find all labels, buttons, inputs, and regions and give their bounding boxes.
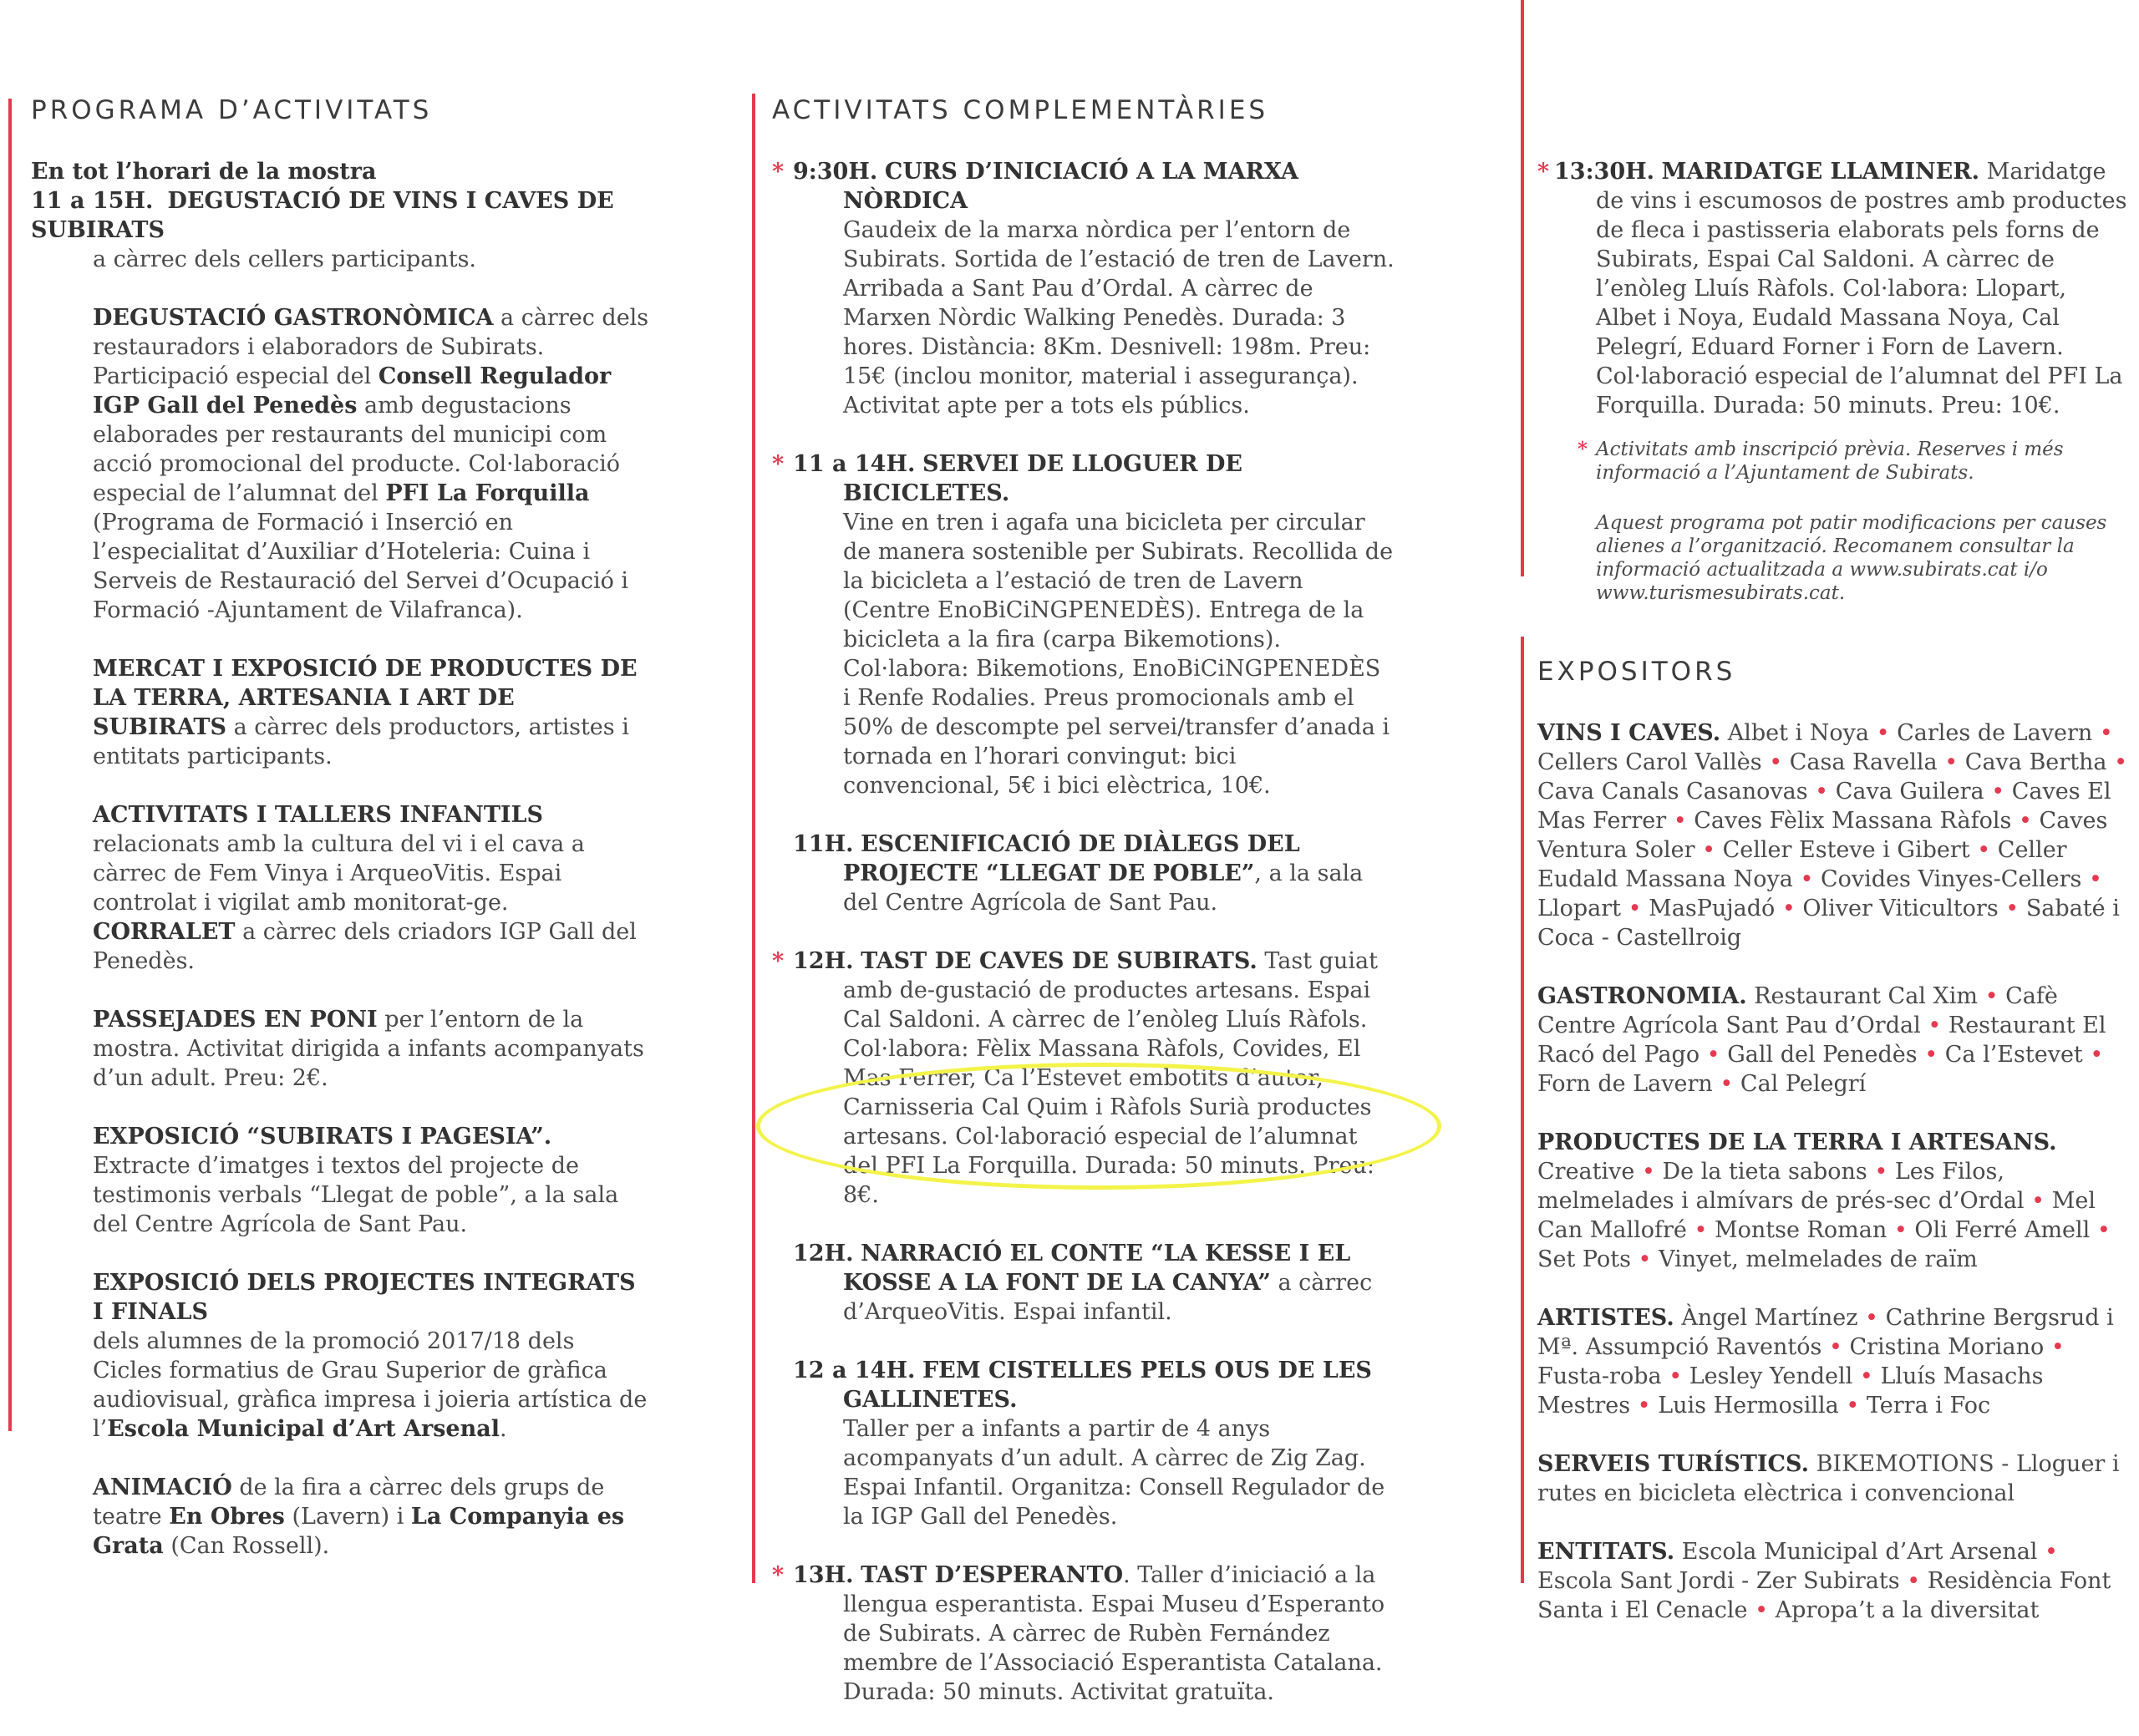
block-projectes [31, 1268, 649, 1444]
bullet-mark: • [1702, 837, 1716, 863]
activity-item [772, 157, 1395, 420]
asterisk-mark: * [1578, 438, 1588, 460]
activity-time: 12H. [793, 1241, 854, 1266]
activity-title: TAST D’ESPERANTO [861, 1562, 1124, 1588]
expositor-name: Terra i Foc [1866, 1393, 1991, 1419]
bullet-mark: • [1944, 749, 1959, 775]
expositor-name: Forn de Lavern [1537, 1071, 1713, 1097]
tallers-text-1: relacionats amb la cultura del vi i el cava a càrrec de Fem Vinya i ArqueoVitis. Espai controlat i vigilat amb monitorat-ge. [93, 831, 585, 916]
expositor-name: Celler Esteve i Gibert [1722, 837, 1970, 863]
expositor-group-title: ARTISTES. [1537, 1305, 1674, 1331]
expositor-name: Escola Municipal d’Art Arsenal [1681, 1539, 2038, 1565]
bullet-mark: • [1815, 779, 1829, 805]
bullet-mark: • [1769, 749, 1783, 775]
heading-expositors: EXPOSITORS [1537, 657, 1736, 687]
bullet-mark: • [2114, 749, 2128, 775]
expositor-group-title: VINS I CAVES. [1537, 720, 1721, 746]
column-complementaries [772, 94, 1395, 1736]
bullet-mark: • [1977, 837, 1991, 863]
expositor-name: Sabaté i Coca - Castellroig [1537, 896, 2120, 951]
expositor-name: Restaurant El Racó del Pago [1537, 1013, 2106, 1068]
tallers-title: ACTIVITATS I TALLERS INFANTILS [93, 802, 544, 828]
activity-time: 11H. [793, 831, 854, 857]
activity-text: a càrrec d’ArqueoVitis. Espai infantil. [843, 1270, 1373, 1325]
bullet-mark: • [1755, 1597, 1769, 1623]
block-animacio [31, 1473, 649, 1561]
activity-item [772, 830, 1395, 917]
activity-text: . Taller d’iniciació a la llengua esperantista. Espai Museu d’Esperanto de Subirats. A càrrec de Rubèn Fernández membre de l’Associació Esperantista Catalana. Durada: 50 minuts. Activitat gratuïta. [843, 1562, 1385, 1705]
bullet-mark: • [2050, 1334, 2065, 1360]
gastronomica-bold-1: Consell Regulador IGP Gall del Penedès [93, 363, 612, 419]
expositor-name: Mel Can Mallofré [1537, 1188, 2096, 1243]
activity-item [772, 1561, 1395, 1707]
bullet-mark: • [2045, 1539, 2058, 1565]
expositor-name: Restaurant Cal Xim [1754, 983, 1978, 1009]
maridatge-title: MARIDATGE LLAMINER. [1661, 159, 1980, 185]
expositor-name: Caves Ventura Soler [1537, 808, 2108, 863]
bullet-mark: • [2088, 866, 2102, 892]
gastronomica-text-1: a càrrec dels restauradors i elaboradors de Subirats. Participació especial del [93, 305, 649, 389]
bullet-mark: • [1800, 866, 1814, 892]
tallers-text-2: a càrrec dels criadors IGP Gall del Penedès. [93, 919, 637, 974]
expositor-name: Set Pots [1537, 1246, 1631, 1272]
bullet-mark: • [2005, 896, 2020, 921]
expositor-name: Fusta-roba [1537, 1363, 1662, 1389]
expositor-name: Montse Roman [1715, 1217, 1888, 1243]
expositor-name: Carles de Lavern [1897, 720, 2093, 746]
bullet-mark: • [1637, 1393, 1651, 1419]
expositor-name: Creative [1537, 1159, 1635, 1185]
pagesia-title: EXPOSICIÓ “SUBIRATS I PAGESIA”. [93, 1124, 552, 1150]
activity-item-highlighted [772, 1239, 1395, 1327]
poni-title: PASSEJADES EN PONI [93, 1007, 378, 1033]
asterisk-mark: * [772, 948, 785, 974]
bullet-mark: • [1984, 983, 1999, 1009]
note-modificacions: Aquest programa pot patir modificacions per causes alienes a l’organització. Recomanem consultar la informació actualitzada a www.subirats.cat i/o www.turismesubirats.cat. [1596, 512, 2107, 604]
block-tallers [31, 800, 649, 976]
all-day-label: En tot l’horari de la mostra [31, 159, 377, 185]
expositor-group-title: PRODUCTES DE LA TERRA I ARTESANS. [1537, 1129, 2057, 1155]
degustacio-vins-title: DEGUSTACIÓ DE VINS I CAVES DE SUBIRATS [31, 188, 614, 243]
expositor-name: Luis Hermosilla [1658, 1393, 1839, 1419]
bullet-mark: • [1669, 1363, 1683, 1389]
bullet-mark: • [1673, 808, 1687, 834]
activity-item [772, 449, 1395, 800]
bullet-mark: • [2090, 1042, 2104, 1068]
expositor-name: Caves El Mas Ferrer [1537, 779, 2111, 834]
block-degustacio-vins [31, 157, 649, 274]
bullet-mark: • [2031, 1188, 2045, 1214]
block-mercat [31, 654, 649, 771]
animacio-text-3: (Can Rossell). [170, 1533, 330, 1559]
expositor-name: Escola Sant Jordi - Zer Subirats [1537, 1568, 1900, 1594]
heading-complementaries: ACTIVITATS COMPLEMENTÀRIES [772, 95, 1269, 125]
activity-title: FEM CISTELLES PELS OUS DE LES GALLINETES. [843, 1358, 1372, 1413]
expositor-group [1537, 1303, 2131, 1420]
asterisk-mark: * [1537, 159, 1550, 185]
gastronomica-title: DEGUSTACIÓ GASTRONÒMICA [93, 305, 494, 331]
bullet-mark: • [1628, 896, 1642, 921]
activity-time: 12H. [793, 948, 854, 974]
bullet-mark: • [1874, 1159, 1888, 1185]
column-programa [31, 94, 649, 1590]
expositor-name: Lluís Masachs Mestres [1537, 1363, 2044, 1419]
pagesia-text: Extracte d’imatges i textos del projecte de testimonis verbals “Llegat de poble”, a la sala del Centre Agrícola de Sant Pau. [93, 1153, 619, 1237]
gastronomica-text-2: amb degustacions elaborades per restaurants del municipi com acció promocional del producte. Col·laboració especial de l’alumnat del [93, 393, 620, 506]
expositor-group [1537, 1449, 2131, 1508]
expositor-name: Cava Canals Casanovas [1537, 779, 1808, 805]
animacio-text-1: de la fira a càrrec dels grups de teatre [93, 1475, 605, 1530]
expositor-name: Cafè Centre Agrícola Sant Pau d’Ordal [1537, 983, 2058, 1038]
expositor-name: Vinyet, melmelades de raïm [1659, 1246, 1978, 1272]
animacio-text-2: (Lavern) i [292, 1504, 404, 1530]
expositor-name: BIKEMOTIONS - Lloguer i rutes en bicicleta elèctrica i convencional [1537, 1451, 2120, 1506]
expositors-list [1537, 718, 2131, 1625]
highlight-ellipse [756, 1063, 1441, 1190]
activity-item-maridatge [1537, 157, 2131, 420]
bullet-mark: • [1828, 1334, 1842, 1360]
expositor-name: De la tieta sabons [1662, 1159, 1867, 1185]
maridatge-text: Maridatge de vins i escumosos de postres amb productes de fleca i pastisseria elaborats pels forns de Subirats, Espai Cal Saldoni. A càrrec de l’enòleg Lluís Ràfols. Col·labora: Llopart, Albet i Noya, Eudald Massana Noya, Cal Pelegrí, Eduard Forner i Forn de Lavern. Col·laboració especial de l’alumnat del PFI La Forquilla. Durada: 50 minuts. Preu: 10€. [1596, 159, 2127, 419]
tallers-bold-1: CORRALET [93, 919, 236, 945]
asterisk-mark: * [772, 1562, 785, 1588]
activity-item [772, 1356, 1395, 1531]
column-rule-right-bottom [1521, 637, 1524, 1583]
projectes-text-1: dels alumnes de la promoció 2017/18 dels Cicles formatius de Grau Superior de gràfica audiovisual, gràfica impresa i joieria artística de l’ [93, 1328, 648, 1442]
activity-text: Gaudeix de la marxa nòrdica per l’entorn de Subirats. Sortida de l’estació de tren de Lavern. Arribada a Sant Pau d’Ordal. A càrrec de Marxen Nòrdic Walking Penedès. Durada: 3 hores. Distància: 8Km. Desnivell: 198m. Preu: 15€ (inclou monitor, material i assegurança). Activitat apte per a tots els públics. [843, 217, 1395, 419]
note-inscripcio-text: Activitats amb inscripció prèvia. Reserves i més informació a l’Ajuntament de Subirats. [1596, 439, 2064, 484]
bullet-mark: • [1991, 779, 2005, 805]
bullet-mark: • [1876, 720, 1890, 746]
projectes-bold-1: Escola Municipal d’Art Arsenal [107, 1416, 500, 1442]
expositor-name: Covides Vinyes-Cellers [1820, 866, 2082, 892]
bullet-mark: • [1893, 1217, 1908, 1243]
projectes-title: EXPOSICIÓ DELS PROJECTES INTEGRATS I FINALS [93, 1270, 636, 1325]
degustacio-vins-line [31, 186, 649, 245]
bullet-mark: • [1907, 1568, 1921, 1594]
bullet-mark: • [1706, 1042, 1720, 1068]
expositor-group-title: SERVEIS TURÍSTICS. [1537, 1451, 1809, 1477]
poni-text: per l’entorn de la mostra. Activitat dirigida a infants acompanyats d’un adult. Preu: 2€. [93, 1007, 644, 1091]
animacio-bold-1: En Obres [169, 1504, 285, 1530]
bullet-mark: • [2019, 808, 2032, 834]
expositor-name: Residència Font Santa i El Cenacle [1537, 1568, 2111, 1623]
activity-title: SERVEI DE LLOGUER DE BICICLETES. [843, 451, 1242, 506]
activity-title: CURS D’INICIACIÓ A LA MARXA NÒRDICA [843, 159, 1298, 214]
activity-time: 9:30H. [793, 159, 878, 185]
animacio-bold-2: La Companyia es Grata [93, 1504, 625, 1559]
bullet-mark: • [1865, 1305, 1878, 1331]
expositor-group-title: ENTITATS. [1537, 1539, 1675, 1565]
expositor-name: Gall del Penedès [1727, 1042, 1918, 1068]
bullet-mark: • [1859, 1363, 1873, 1389]
expositor-name: Cristina Moriano [1849, 1334, 2045, 1360]
column-rule-right-top [1521, 0, 1524, 576]
expositor-name: Oli Ferré Amell [1914, 1217, 2091, 1243]
degustacio-vins-text: a càrrec dels cellers participants. [93, 246, 477, 272]
bullet-mark: • [1846, 1393, 1860, 1419]
expositor-name: Albet i Noya [1727, 720, 1869, 746]
heading-programa: PROGRAMA D’ACTIVITATS [31, 95, 433, 125]
bullet-mark: • [1694, 1217, 1708, 1243]
gastronomica-text-3: (Programa de Formació i Inserció en l’especialitat d’Auxiliar d’Hoteleria: Cuina i Serveis de Restauració del Servei d’Ocupació i Formació -Ajuntament de Vilafranca). [93, 510, 629, 623]
activity-time: 11 a 14H. [793, 451, 916, 477]
block-pagesia [31, 1122, 649, 1239]
block-gastronomica [31, 303, 649, 625]
bullet-mark: • [2096, 1217, 2111, 1243]
activity-text: Vine en tren i agafa una bicicleta per circular de manera sostenible per Subirats. Recollida de la bicicleta a l’estació de tren de Lavern (Centre EnoBiCiNGPENEDÈS). Entrega de la bicicleta a la fira (carpa Bikemotions). Col·labora: Bikemotions, EnoBiCiNGPENEDÈS i Renfe Rodalies. Preus promocionals amb el 50% de descompte pel servei/transfer d’anada i tornada en l’horari convingut: bici convencional, 5€ i bici elèctrica, 10€. [843, 510, 1394, 799]
expositor-name: Les Filos, melmelades i almívars de prés-sec d’Ordal [1537, 1159, 2025, 1214]
expositor-name: Celler Eudald Massana Noya [1537, 837, 2067, 892]
mercat-text: a càrrec dels productors, artistes i entitats participants. [93, 714, 629, 769]
expositor-group [1537, 718, 2131, 952]
note-inscripcio [1578, 438, 2131, 485]
asterisk-mark: * [772, 159, 785, 185]
activity-text: , a la sala del Centre Agrícola de Sant Pau. [843, 860, 1364, 916]
bullet-mark: • [1720, 1071, 1734, 1097]
projectes-text-2: . [500, 1416, 507, 1442]
expositor-name: Cal Pelegrí [1740, 1071, 1867, 1097]
activity-title: TAST DE CAVES DE SUBIRATS. [861, 948, 1257, 974]
expositor-name: Ca l’Estevet [1944, 1042, 2083, 1068]
gastronomica-bold-2: PFI La Forquilla [385, 480, 590, 506]
asterisk-mark: * [772, 451, 785, 477]
expositor-group-title: GASTRONOMIA. [1537, 983, 1747, 1009]
time-label: 11 a 15H. [31, 188, 154, 214]
bullet-mark: • [1781, 896, 1796, 921]
bullet-mark: • [1641, 1159, 1655, 1185]
mercat-title: MERCAT I EXPOSICIÓ DE PRODUCTES DE LA TERRA, ARTESANIA I ART DE SUBIRATS [93, 656, 638, 740]
expositor-group [1537, 982, 2131, 1099]
expositor-name: Apropa’t a la diversitat [1775, 1597, 2040, 1623]
animacio-title: ANIMACIÓ [93, 1475, 232, 1500]
expositor-name: Casa Ravella [1789, 749, 1938, 775]
bullet-mark: • [1924, 1042, 1938, 1068]
column-expositors [1537, 157, 2131, 1654]
expositor-name: Cava Bertha [1964, 749, 2107, 775]
activity-title: ESCENIFICACIÓ DE DIÀLEGS DEL PROJECTE “LLEGAT DE POBLE” [843, 831, 1300, 886]
activity-text: Taller per a infants a partir de 4 anys acompanyats d’un adult. A càrrec de Zig Zag. Espai Infantil. Organitza: Consell Regulador de la IGP Gall del Penedès. [843, 1416, 1385, 1530]
activity-title: NARRACIÓ EL CONTE “LA KESSE I EL KOSSE A LA FONT DE LA CANYA” [843, 1241, 1351, 1296]
maridatge-time: 13:30H. [1554, 159, 1655, 185]
block-poni [31, 1005, 649, 1093]
bullet-mark: • [2099, 720, 2113, 746]
activity-time: 13H. [793, 1562, 854, 1588]
expositor-name: Caves Fèlix Massana Ràfols [1694, 808, 2012, 834]
expositor-name: Lesley Yendell [1689, 1363, 1853, 1389]
expositor-group [1537, 1537, 2131, 1625]
expositor-name: Llopart [1537, 896, 1621, 921]
column-rule-left [8, 99, 12, 1431]
bullet-mark: • [1638, 1246, 1652, 1272]
expositor-name: Cathrine Bergsrud i Mª. Assumpció Raventós [1537, 1305, 2114, 1360]
expositor-name: Cava Guilera [1835, 779, 1984, 805]
expositor-group [1537, 1128, 2131, 1274]
expositor-name: Oliver Viticultors [1802, 896, 1999, 921]
bullet-mark: • [1928, 1013, 1942, 1038]
activity-time: 12 a 14H. [793, 1358, 916, 1383]
expositor-name: Cellers Carol Vallès [1537, 749, 1762, 775]
activity-text: Tast guiat amb de-gustació de productes artesans. Espai Cal Saldoni. A càrrec de l’enòleg Lluís Ràfols. Col·labora: Fèlix Massana Ràfols, Covides, El Mas Ferrer, Ca l’Estevet embotits d’autor, Carnisseria Cal Quim i Ràfols Surià productes artesans. Col·laboració especial de l’alumnat del PFI La Forquilla. Durada: 50 minuts. Preu: 8€. [843, 948, 1378, 1208]
column-rule-middle [752, 94, 755, 1583]
expositor-name: Àngel Martínez [1681, 1305, 1858, 1331]
expositor-name: MasPujadó [1649, 896, 1776, 921]
